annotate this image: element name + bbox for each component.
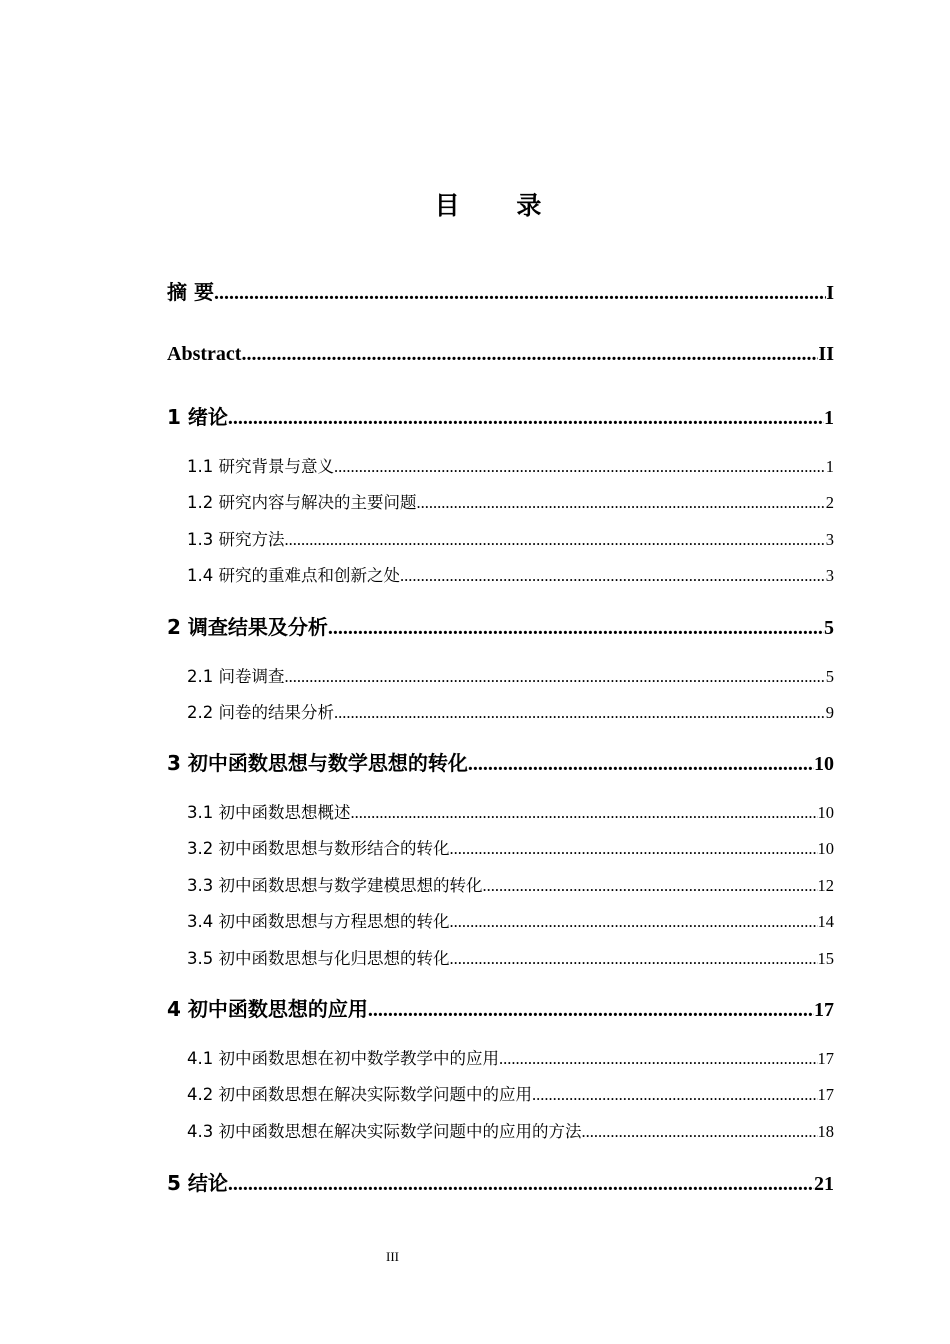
toc-entry-section-2-1[interactable] [187, 665, 834, 689]
toc-entry-page: 17 [817, 1085, 834, 1104]
toc-entry-chapter-5[interactable] [167, 1169, 834, 1197]
toc-entry-label: 4.1 初中函数思想在初中数学教学中的应用 [187, 1049, 499, 1068]
toc-entry-label: 4.3 初中函数思想在解决实际数学问题中的应用的方法 [187, 1122, 582, 1141]
toc-entry-page: I [826, 282, 834, 304]
toc-entry-label: 3.5 初中函数思想与化归思想的转化 [187, 949, 450, 968]
toc-entry-page: II [818, 343, 834, 365]
toc-entry-label: 1.1 研究背景与意义 [187, 457, 334, 476]
toc-entry-label: 3.4 初中函数思想与方程思想的转化 [187, 912, 450, 931]
toc-entry-section-2-2[interactable] [187, 701, 834, 725]
toc-entry-label: 1.4 研究的重难点和创新之处 [187, 566, 400, 585]
dot-leader [368, 996, 814, 1024]
page-number: III [386, 1249, 399, 1264]
toc-entry-label: 5 结论 [167, 1171, 228, 1195]
dot-leader [417, 491, 826, 515]
toc-entry-section-3-5[interactable] [187, 947, 834, 971]
dot-leader [228, 404, 824, 432]
toc-entry-chapter-1[interactable] [167, 403, 834, 431]
toc-entry-section-3-4[interactable] [187, 910, 834, 934]
dot-leader [334, 701, 826, 725]
toc-entry-page: 9 [825, 703, 834, 722]
dot-leader [214, 279, 826, 307]
toc-entry-label: 3.2 初中函数思想与数形结合的转化 [187, 839, 450, 858]
toc-entry-page: 1 [825, 457, 834, 476]
toc-entry-chapter-2[interactable] [167, 613, 834, 641]
toc-entry-page: 5 [824, 617, 834, 639]
dot-leader [483, 874, 818, 898]
toc-entry-abstract-en[interactable] [167, 340, 834, 368]
toc-entry-page: 2 [825, 493, 834, 512]
toc-entry-section-1-1[interactable] [187, 455, 834, 479]
toc-entry-section-4-3[interactable] [187, 1120, 834, 1144]
dot-leader [499, 1047, 818, 1071]
toc-entry-page: 12 [817, 876, 834, 895]
toc-entry-label: 2.2 问卷的结果分析 [187, 703, 334, 722]
toc-entry-page: 21 [814, 1173, 834, 1195]
toc-entry-page: 10 [817, 803, 834, 822]
dot-leader [582, 1120, 818, 1144]
toc-entry-label: 3 初中函数思想与数学思想的转化 [167, 751, 468, 775]
toc-entry-label: 3.3 初中函数思想与数学建模思想的转化 [187, 876, 483, 895]
dot-leader [450, 910, 818, 934]
dot-leader [468, 750, 814, 778]
dot-leader [285, 665, 826, 689]
toc-entry-label: 4 初中函数思想的应用 [167, 997, 368, 1021]
dot-leader [328, 614, 824, 642]
toc-entry-chapter-4[interactable] [167, 995, 834, 1023]
toc-entry-page: 17 [817, 1049, 834, 1068]
dot-leader [450, 947, 818, 971]
toc-entry-page: 14 [817, 912, 834, 931]
toc-entry-page: 3 [825, 566, 834, 585]
toc-entry-label: 4.2 初中函数思想在解决实际数学问题中的应用 [187, 1085, 532, 1104]
dot-leader [351, 801, 818, 825]
toc-entry-section-1-3[interactable] [187, 528, 834, 552]
toc-entry-label: Abstract [167, 343, 242, 365]
toc-entry-section-4-1[interactable] [187, 1047, 834, 1071]
toc-entry-page: 3 [825, 530, 834, 549]
toc-entry-page: 1 [824, 407, 834, 429]
dot-leader [334, 455, 826, 479]
dot-leader [532, 1083, 818, 1107]
toc-entry-page: 10 [814, 753, 834, 775]
dot-leader [228, 1170, 814, 1198]
toc-entry-label: 1.3 研究方法 [187, 530, 285, 549]
toc-entry-section-3-1[interactable] [187, 801, 834, 825]
dot-leader [241, 340, 818, 368]
toc-entry-section-3-3[interactable] [187, 874, 834, 898]
toc-entry-page: 10 [817, 839, 834, 858]
toc-entry-label: 1.2 研究内容与解决的主要问题 [187, 493, 417, 512]
toc-entry-section-4-2[interactable] [187, 1083, 834, 1107]
toc-entry-label: 摘 要 [167, 280, 214, 304]
dot-leader [285, 528, 826, 552]
toc-entry-section-3-2[interactable] [187, 837, 834, 861]
toc-entry-page: 15 [817, 949, 834, 968]
toc-entry-page: 18 [817, 1122, 834, 1141]
dot-leader [450, 837, 818, 861]
toc-entry-label: 2.1 问卷调查 [187, 667, 285, 686]
toc-entry-abstract-cn[interactable] [167, 278, 834, 306]
dot-leader [400, 564, 826, 588]
page-title: 目 录 [434, 191, 566, 220]
toc-entry-label: 3.1 初中函数思想概述 [187, 803, 351, 822]
toc-entry-label: 1 绪论 [167, 405, 228, 429]
toc-entry-page: 17 [814, 999, 834, 1021]
toc-entry-label: 2 调查结果及分析 [167, 615, 328, 639]
toc-entry-section-1-2[interactable] [187, 491, 834, 515]
toc-entry-chapter-3[interactable] [167, 749, 834, 777]
toc-entry-section-1-4[interactable] [187, 564, 834, 588]
toc-entry-page: 5 [825, 667, 834, 686]
